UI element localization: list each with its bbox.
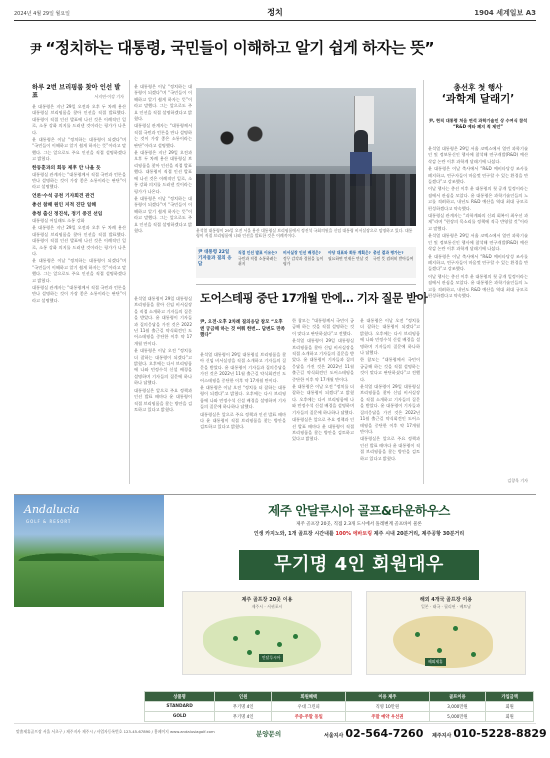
seoul-phone[interactable] [324, 727, 423, 740]
qa-answer: 국민 뜻 겸허히 받아들여 [373, 255, 414, 261]
left-column-body [32, 104, 126, 484]
table-header: 회원혜택 [272, 692, 346, 702]
center-paragraph: 윤 대통령은 이날 오전 “정치를 더 잘하는 대통령이 되겠다”고 밝혔다. 오후에는 다시 브리핑룸에 나와 민정수석 신설 배경을 설명하며 기자들의 질문에 하나하나 답했다. [134, 348, 192, 386]
left-subhead: 충청 출신 정진석, 정기 중진 선임 [32, 211, 103, 217]
qa-question: 비서실장 인선 배경은? [283, 250, 321, 255]
right-byline: 김창욱 기자 [507, 478, 528, 483]
masthead-page: A3 [525, 9, 536, 17]
second-story-col-1 [200, 352, 286, 484]
headline-mark: 尹 [30, 42, 42, 56]
table-cell: 5,000만원 [429, 712, 486, 722]
ad-map-overseas [366, 591, 526, 675]
second-paragraph: 대통령실은 앞으로 주요 정책과 인선 발표 때마다 윤 대통령이 직접 브리핑룸을 찾는 방안을 검토하고 있다고 밝혔다. [360, 436, 420, 461]
table-cell: 주중·주말 동일 [272, 712, 346, 722]
ad-line-2b: 제주 시내 20분거리, 제주공항 30분거리 [372, 531, 465, 537]
left-paragraph: 대통령실 관계자는 “대통령께서 직접 국민과 언론을 만나 설명하는 것이 가장 좋은 소통이라는 판단”이라고 설명했다. [32, 284, 126, 303]
second-paragraph: 윤석열 대통령이 29일 대통령실 브리핑룸을 찾아 신임 비서실장을 직접 소개하고 기자들의 질문을 받았다. 윤 대통령이 기자들과 질의응답을 가진 것은 2022년 11월 출근길 약식회견인 도어스테핑을 중단한 이후 약 17개월 만이다. [360, 384, 420, 434]
ad-footer-info: 맞춤제휴골프장 서울 서초구 / 제주지사 제주시 / 사업자등록번호 123-45-67890 / 홈페이지 www.andalusiagolf.com [16, 729, 215, 734]
table-header-row [145, 692, 534, 702]
masthead [14, 6, 536, 20]
table-cell: 회원 [486, 712, 534, 722]
masthead-paper-page [474, 8, 536, 18]
photo-caption: 윤석열 대통령이 29일 오전 서울 용산 대통령실 브리핑룸에서 정진석 국회의원을 신임 대통령 비서실장으로 임명하고 있다. 대통령이 직접 브리핑룸에 나와 인선을 발표한 것은 이례적이다. [196, 228, 413, 239]
second-paragraph: 대통령실은 앞으로 주요 정책과 인선 발표 때마다 윤 대통령이 직접 브리핑룸을 찾는 방안을 검토하고 있다고 밝혔다. [200, 411, 286, 430]
golf-course-marker [293, 634, 298, 639]
table-cell: STANDARD [145, 702, 215, 712]
center-paragraph: 윤 대통령은 지난 29일 오전과 오후 두 차례 용산 대통령실 브리핑룸을 찾아 인선을 직접 발표했다. 대통령이 직접 인선 발표에 나선 것은 이례적인 일로, 소통 강화 의지를 드러낸 것이라는 평가가 나온다. [134, 150, 192, 194]
golf-advertisement[interactable] [14, 494, 547, 744]
left-byline: 서지연·이강 기자 [94, 94, 124, 99]
right-kicker: 총선후 첫 행사 [453, 83, 503, 92]
overseas-marker [437, 648, 442, 653]
map-tag: 해외제휴 [425, 658, 446, 666]
right-subhead: 尹, 현직 대통령 처음 연석 과학기술인 상 수여식 참석 “R&D 예타 폐지 적 제언” [428, 118, 528, 129]
seoul-phone-label: 서울지사 [324, 733, 344, 739]
column-divider [423, 80, 424, 484]
left-paragraph: 윤 대통령은 이날 “정치하는 대통령이 되겠다”며 “국민들이 이해하고 알기 쉽게 하자는 뜻”이라고 말했다. 그는 앞으로도 주요 인선을 직접 설명하겠다고 밝혔다. [32, 258, 126, 283]
ad-hills [14, 541, 164, 561]
ad-inquiry-label: 분양문의 [256, 730, 282, 738]
table-header: 가입금액 [486, 692, 534, 702]
qa-question: 총선 결과 평가는? [373, 250, 404, 255]
ad-logo-sub: GOLF & RESORT [26, 519, 72, 524]
table-cell: 직영 10만원 [346, 702, 429, 712]
table-header: 골프이용 [429, 692, 486, 702]
table-cell: 우대 그린피 [272, 702, 346, 712]
left-lead: 하루 2번 브리핑룸 찾아 인선 발표 [32, 84, 121, 99]
map-label: 해외 4개국 골프장 이용 [419, 597, 473, 603]
map-tag: 안달루시아 [259, 654, 283, 662]
main-headline [30, 36, 530, 58]
table-row [145, 702, 534, 712]
left-subhead: 한동훈과의 회동 제후 안 나올 듯 [32, 165, 101, 171]
masthead-date: 2024년 4월 29일 월요일 [14, 11, 71, 17]
top-divider [14, 20, 536, 21]
center-left-column [134, 84, 192, 290]
jeju-phone[interactable] [432, 727, 547, 740]
second-paragraph: 대통령실은 앞으로 주요 정책과 인선 발표 때마다 윤 대통령이 직접 브리핑룸을 찾는 방안을 검토하고 있다고 밝혔다. [292, 417, 354, 442]
ad-logo: Andalucia [24, 503, 80, 516]
ad-line-2 [189, 530, 529, 537]
photo-reporters [196, 174, 416, 226]
left-subhead: 언론·수석 공천 기자회견 관건 [32, 193, 95, 199]
right-paragraph: 대통령실 관계자는 “과학계와의 신뢰 회복이 최우선 과제”라며 “현장의 목소리를 정책에 적극 반영할 것”이라고 말했다. [428, 213, 528, 231]
membership-table [144, 691, 534, 722]
golf-course-marker [255, 630, 260, 635]
right-paragraph: 윤석열 대통령은 29일 서울 코엑스에서 열린 과학기술인 및 정보통신인 행사에 참석해 연구개발(R&D) 예산 삭감 논란 이후 과학계 달래기에 나섰다. [428, 233, 528, 252]
ad-title: 제주 안달루시아 골프&타운하우스 [268, 503, 450, 518]
center-paragraph: 대통령실은 앞으로 주요 정책과 인선 발표 때마다 윤 대통령이 직접 브리핑룸을 찾는 방안을 검토하고 있다고 밝혔다. [134, 387, 192, 412]
press-briefing-photo [196, 88, 416, 226]
second-paragraph: 윤 대통령은 이날 오전 “정치를 더 잘하는 대통령이 되겠다”고 밝혔다. 오후에는 다시 브리핑룸에 나와 민정수석 신설 배경을 설명하며 기자들의 질문에 하나하나 답했다. [360, 318, 420, 356]
center-paragraph: 윤 대통령은 이날 “정치하는 대통령이 되겠다”며 “국민들이 이해하고 알기 쉽게 하자는 뜻”이라고 말했다. 그는 앞으로도 주요 인선을 직접 설명하겠다고 밝혔다. [134, 84, 192, 122]
qa-item [283, 250, 326, 267]
left-paragraph: 윤 대통령은 이날 “정치하는 대통령이 되겠다”며 “국민들이 이해하고 알기 쉽게 하자는 뜻”이라고 말했다. 그는 앞으로도 주요 인선을 직접 설명하겠다고 밝혔다. [32, 137, 126, 162]
left-paragraph: 대통령실 관계자는 “대통령께서 직접 국민과 언론을 만나 설명하는 것이 가장 좋은 소통이라는 판단”이라고 설명했다. [32, 171, 126, 190]
right-column-body [428, 146, 528, 476]
qa-answer: 정무 감각과 경험을 높이 평가 [283, 255, 324, 267]
table-cell: 무기명 4인 [215, 702, 272, 712]
center-paragraph: 대통령실 관계자는 “대통령께서 직접 국민과 언론을 만나 설명하는 것이 가장 좋은 소통이라는 판단”이라고 설명했다. [134, 123, 192, 148]
golf-course-marker [247, 650, 252, 655]
overseas-marker [453, 626, 458, 631]
table-header: 이용 제주 [346, 692, 429, 702]
qa-answer: 필요하면 언제든 만날 것 [328, 255, 369, 261]
golf-course-marker [233, 636, 238, 641]
table-cell: 무기명 4인 [215, 712, 272, 722]
second-paragraph: 한 참모는 “대통령께서 국민이 궁금해 하는 것을 직접 설명하는 것이 맞다고 판단하셨다”고 전했다. [292, 318, 354, 336]
ad-line-2-highlight: 100% 에바토링 [335, 531, 373, 537]
qa-answer: 국민과 직접 소통하려는 취지 [238, 255, 278, 267]
golf-course-marker [277, 642, 282, 647]
section-divider [196, 284, 416, 285]
table-cell: 회원 [486, 702, 534, 712]
masthead-section: 정치 [267, 8, 283, 17]
second-subhead: 尹, 오전·오후 2차례 질의응답 참모 “오후엔 궁금해 하는 것 여쭤 한번… 답변도 만족했다” [200, 320, 286, 338]
second-paragraph: 윤 대통령은 이날 오전 “정치를 더 잘하는 대통령이 되겠다”고 밝혔다. 오후에는 다시 브리핑룸에 나와 민정수석 신설 배경을 설명하며 기자들의 질문에 하나하나 답했다. [292, 384, 354, 415]
ad-footer [14, 723, 547, 745]
second-headline: 도어스테핑 중단 17개월 만에… 기자 질문 받아 [200, 291, 428, 305]
second-paragraph: 한 참모는 “대통령께서 국민이 궁금해 하는 것을 직접 설명하는 것이 맞다고 판단하셨다”고 전했다. [360, 357, 420, 382]
column-divider [129, 80, 130, 484]
ad-main-offer: 무기명 4인 회원대우 [239, 550, 479, 580]
map-label: 제주 골프장 20곳 이용 [241, 597, 293, 603]
right-paragraph: 윤 대통령은 이날 축사에서 “R&D 예비타당성 조사를 폐지하고, 연구자들이 마음껏 연구할 수 있는 환경을 만들겠다”고 강조했다. [428, 166, 528, 185]
right-paragraph: 윤 대통령은 이날 축사에서 “R&D 예비타당성 조사를 폐지하고, 연구자들이 마음껏 연구할 수 있는 환경을 만들겠다”고 강조했다. [428, 253, 528, 272]
second-story-col-2 [292, 318, 354, 484]
ad-line-2a: 인생 카지노와, 1개 골프장 시간내를 [253, 531, 336, 537]
masthead-paper: 1904 세계일보 [474, 9, 524, 17]
qa-item [238, 250, 281, 267]
center-paragraph: 윤 대통령은 이날 “정치하는 대통령이 되겠다”며 “국민들이 이해하고 알기 쉽게 하자는 뜻”이라고 말했다. 그는 앞으로도 주요 인선을 직접 설명하겠다고 밝혔다. [134, 195, 192, 233]
center-left-column-bottom [134, 296, 192, 484]
qa-item [328, 250, 371, 261]
qa-item [373, 250, 416, 261]
map-pill: 일본 · 태국 · 필리핀 · 베트남 [420, 604, 472, 609]
table-row [145, 712, 534, 722]
ad-line-1: 제주 골프장 20곳, 직접 2.3개 도시에서 돌레변계 골프바이 물론 [296, 522, 422, 527]
table-cell: GOLD [145, 712, 215, 722]
table-cell: 3,000만원 [429, 702, 486, 712]
right-paragraph: 윤석열 대통령은 29일 서울 코엑스에서 열린 과학기술인 및 정보통신인 행사에 참석해 연구개발(R&D) 예산 삭감 논란 이후 과학계 달래기에 나섰다. [428, 146, 528, 164]
headline-text: “정치하는 대통령, 국민들이 이해하고 알기 쉽게 하자는 뜻” [45, 39, 435, 57]
center-paragraph: 윤석열 대통령이 29일 대통령실 브리핑룸을 찾아 신임 비서실장을 직접 소개하고 기자들의 질문을 받았다. 윤 대통령이 기자들과 질의응답을 가진 것은 2022년 11월 출근길 약식회견인 도어스테핑을 중단한 이후 약 17개월 만이다. [134, 296, 192, 346]
ad-map-jeju [182, 591, 352, 675]
table-header: 인원 [215, 692, 272, 702]
left-paragraph: 대통령실 어딜래도 소통 강화 [32, 217, 85, 223]
table-header: 상품명 [145, 692, 215, 702]
second-paragraph: 윤 대통령은 이날 오전 “정치를 더 잘하는 대통령이 되겠다”고 밝혔다. 오후에는 다시 브리핑룸에 나와 민정수석 신설 배경을 설명하며 기자들의 질문에 하나하나 답했다. [200, 385, 286, 410]
qa-box [196, 247, 416, 278]
qa-title: 尹 대통령 22일 기자들과 질의 응답 [198, 250, 232, 267]
overseas-marker [471, 652, 476, 657]
overseas-marker [415, 632, 420, 637]
photo-cameras [206, 118, 276, 158]
right-paragraph: 이날 행사는 총선 이후 윤 대통령의 첫 공개 일정이라는 점에서 관심을 모았다. 윤 대통령은 과학기술인들의 노고를 격려하고, 내년도 R&D 예산을 역대 최대 규모로 편성하겠다고 약속했다. [428, 186, 528, 211]
right-headline: ‘과학계 달래기’ [441, 93, 515, 105]
second-paragraph: 윤석열 대통령이 29일 대통령실 브리핑룸을 찾아 신임 비서실장을 직접 소개하고 기자들의 질문을 받았다. 윤 대통령이 기자들과 질의응답을 가진 것은 2022년 11월 출근길 약식회견인 도어스테핑을 중단한 이후 약 17개월 만이다. [200, 352, 286, 383]
map-pill: 제주시 · 서귀포시 [251, 604, 283, 609]
qa-question: 야당 대표와 회동 계획은? [328, 250, 371, 255]
second-paragraph: 윤석열 대통령이 29일 대통령실 브리핑룸을 찾아 신임 비서실장을 직접 소개하고 기자들의 질문을 받았다. 윤 대통령이 기자들과 질의응답을 가진 것은 2022년 11월 출근길 약식회견인 도어스테핑을 중단한 이후 약 17개월 만이다. [292, 338, 354, 382]
left-paragraph: 윤 대통령은 지난 29일 오전과 오후 두 차례 용산 대통령실 브리핑룸을 찾아 인선을 직접 발표했다. 대통령이 직접 인선 발표에 나선 것은 이례적인 일로, 소통 강화 의지를 드러낸 것이라는 평가가 나온다. [32, 104, 126, 135]
table-cell: 주말 예약 우선권 [346, 712, 429, 722]
photo-speaker [354, 130, 368, 154]
jeju-phone-label: 제주지사 [432, 733, 452, 739]
right-paragraph: 이날 행사는 총선 이후 윤 대통령의 첫 공개 일정이라는 점에서 관심을 모았다. 윤 대통령은 과학기술인들의 노고를 격려하고, 내년도 R&D 예산을 역대 최대 규모로 편성하겠다고 약속했다. [428, 273, 528, 298]
seoul-phone-number: 02-564-7260 [345, 727, 424, 740]
left-paragraph: 윤 대통령은 지난 29일 오전과 오후 두 차례 용산 대통령실 브리핑룸을 찾아 인선을 직접 발표했다. 대통령이 직접 인선 발표에 나선 것은 이례적인 일로, 소통 강화 의지를 드러낸 것이라는 평가가 나온다. [32, 225, 126, 256]
second-story-col-3 [360, 318, 420, 484]
ad-golf-image [14, 495, 164, 607]
qa-question: 직접 인선 발표 이유는? [238, 250, 278, 255]
jeju-phone-number: 010-5228-8829 [453, 727, 547, 740]
left-subhead: 총선 참패 원인 지적 진단 일해 [32, 202, 96, 208]
